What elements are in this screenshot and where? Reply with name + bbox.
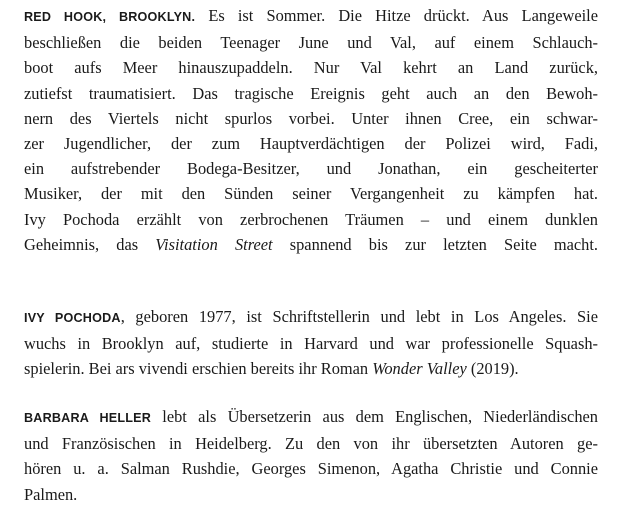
translator-line-3: hören u. a. Salman Rushdie, Georges Simenon, Agatha Christie und Connie <box>24 459 598 479</box>
translator-bio-paragraph <box>24 404 598 507</box>
author-line-3-post: (2019). <box>466 359 519 379</box>
blurb-line-7: ein aufstrebender Bodega-Besitzer, und Jonathan, ein gescheiterter <box>24 159 598 179</box>
translator-line-1 <box>24 404 598 431</box>
author-line-2: wuchs in Brooklyn auf, studierte in Harvard und war professionelle Squash- <box>24 334 598 354</box>
blurb-line-5: nern des Viertels nicht spurlos vorbei. Unter ihnen Cree, ein schwar- <box>24 108 598 128</box>
translator-line-2: und Französischen in Heidelberg. Zu den von ihr übersetzten Autoren ge- <box>24 434 598 454</box>
blurb-line-9: Ivy Pochoda erzählt von zerbrochenen Träumen – und einem dunklen <box>24 209 598 229</box>
blurb-paragraph <box>24 3 598 257</box>
author-line-3-pre: spielerin. Bei ars vivendi erschien bereits ihr Roman <box>24 359 373 379</box>
blurb-line-1-text: Es ist Sommer. Die Hitze drückt. Aus Langeweile <box>195 6 598 25</box>
blurb-line-10 <box>24 232 598 257</box>
blurb-line-4: zutiefst traumatisiert. Das tragische Ereignis geht auch an den Bewoh- <box>24 83 598 103</box>
translator-line-1-text: lebt als Übersetzerin aus dem Englischen, Niederländischen <box>151 407 598 426</box>
blurb-line-6: zer Jugendlicher, der zum Hauptverdächtigen der Polizei wird, Fadi, <box>24 134 598 154</box>
translator-name-caps: BARBARA HELLER <box>24 411 152 425</box>
blurb-line-1 <box>24 3 598 30</box>
author-line-1 <box>24 304 598 331</box>
translator-line-4: Palmen. <box>24 484 78 504</box>
prior-novel-title-italic: Wonder Valley <box>372 359 467 379</box>
blurb-line-3: boot aufs Meer hinauszupaddeln. Nur Val kehrt an Land zurück, <box>24 58 598 78</box>
book-title-italic: Visitation Street <box>155 234 273 254</box>
author-name-caps: IVY POCHODA <box>24 311 121 325</box>
author-bio-paragraph <box>24 304 598 382</box>
blurb-last-post: spannend bis zur letzten Seite macht. <box>272 234 599 254</box>
blurb-line-2: beschließen die beiden Teenager June und Val, auf einem Schlauch- <box>24 33 598 53</box>
author-line-3 <box>24 356 598 381</box>
blurb-line-8: Musiker, der mit den Sünden seiner Vergangenheit zu kämpfen hat. <box>24 184 598 204</box>
blurb-last-pre: Geheimnis, das <box>24 234 156 254</box>
blurb-lead-caps: RED HOOK, BROOKLYN. <box>24 10 196 24</box>
author-line-1-text: , geboren 1977, ist Schriftstellerin und lebt in Los Angeles. Sie <box>120 307 598 326</box>
